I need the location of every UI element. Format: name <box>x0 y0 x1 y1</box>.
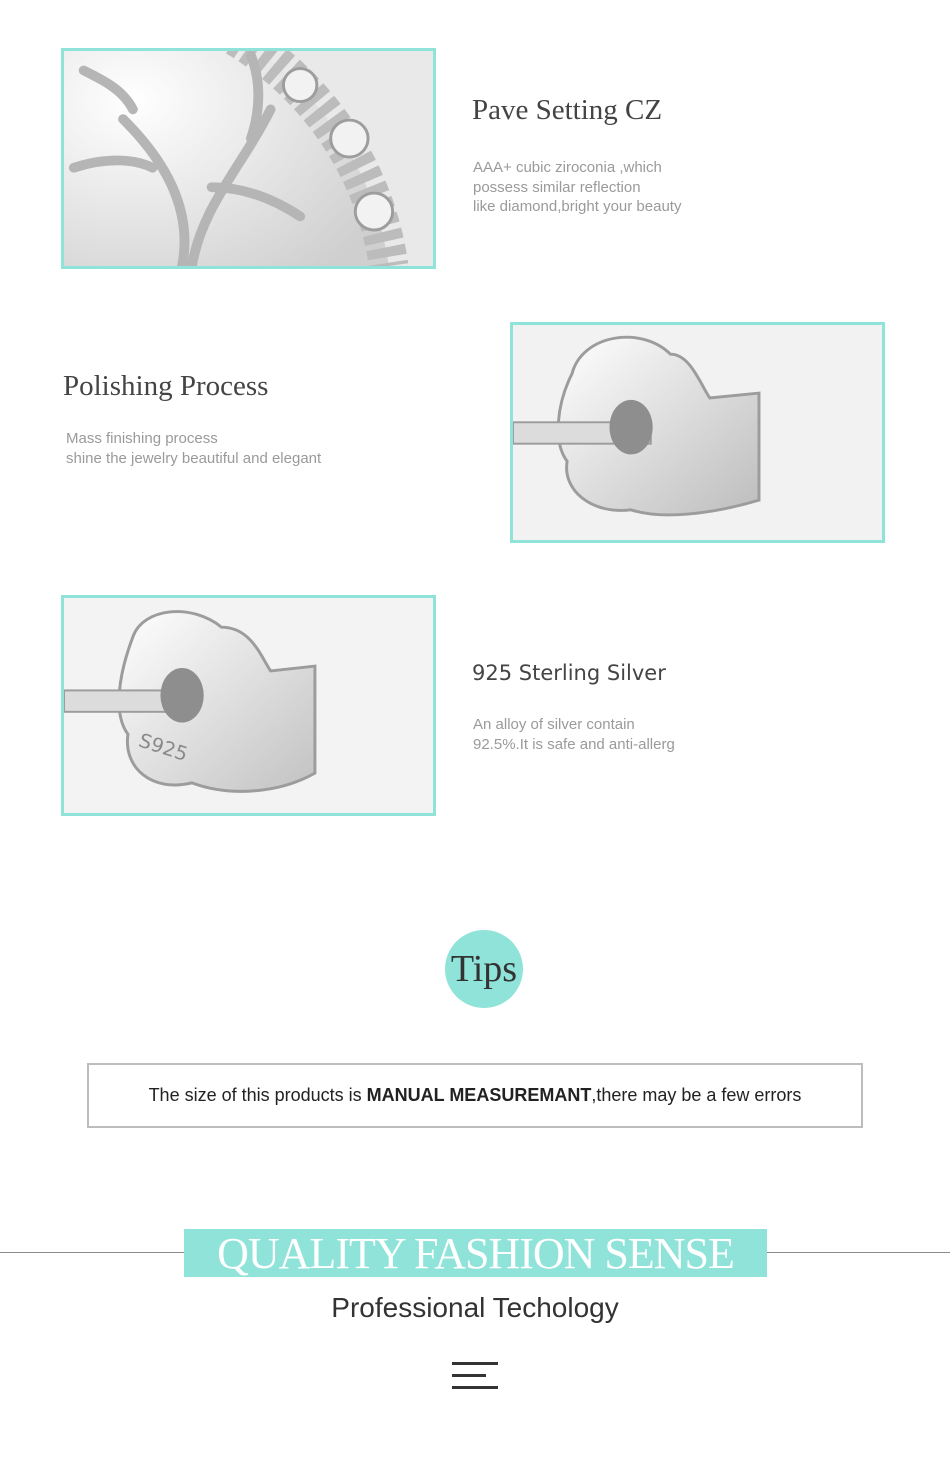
feature-title-polishing: Polishing Process <box>63 370 269 402</box>
notice-text-before: The size of this products is <box>148 1085 367 1105</box>
sterling-silver-photo <box>61 595 436 816</box>
tips-badge: Tips <box>445 930 523 1008</box>
measurement-notice <box>87 1063 863 1128</box>
notice-text-after: ,there may be a few errors <box>591 1085 802 1105</box>
divider-left <box>0 1252 184 1253</box>
menu-icon[interactable] <box>452 1362 498 1390</box>
pave-setting-photo <box>61 48 436 269</box>
feature-desc-sterling: An alloy of silver contain 92.5%.It is safe and anti-allerg <box>473 716 675 753</box>
notice-text-bold: MANUAL MEASUREMANT <box>366 1085 592 1105</box>
polishing-photo <box>510 322 885 543</box>
feature-desc-pave: AAA+ cubic ziroconia ,which possess similar reflection like diamond,bright your beauty <box>473 159 682 215</box>
professional-subtitle: Professional Techology <box>331 1292 619 1323</box>
quality-banner: QUALITY FASHION SENSE <box>184 1229 767 1277</box>
feature-desc-polishing: Mass finishing process shine the jewelry beautiful and elegant <box>66 430 322 467</box>
feature-title-sterling: 925 Sterling Silver <box>472 661 666 685</box>
s925-stamp: S925 <box>135 728 191 766</box>
feature-title-pave: Pave Setting CZ <box>472 94 663 126</box>
divider-right <box>767 1252 950 1253</box>
